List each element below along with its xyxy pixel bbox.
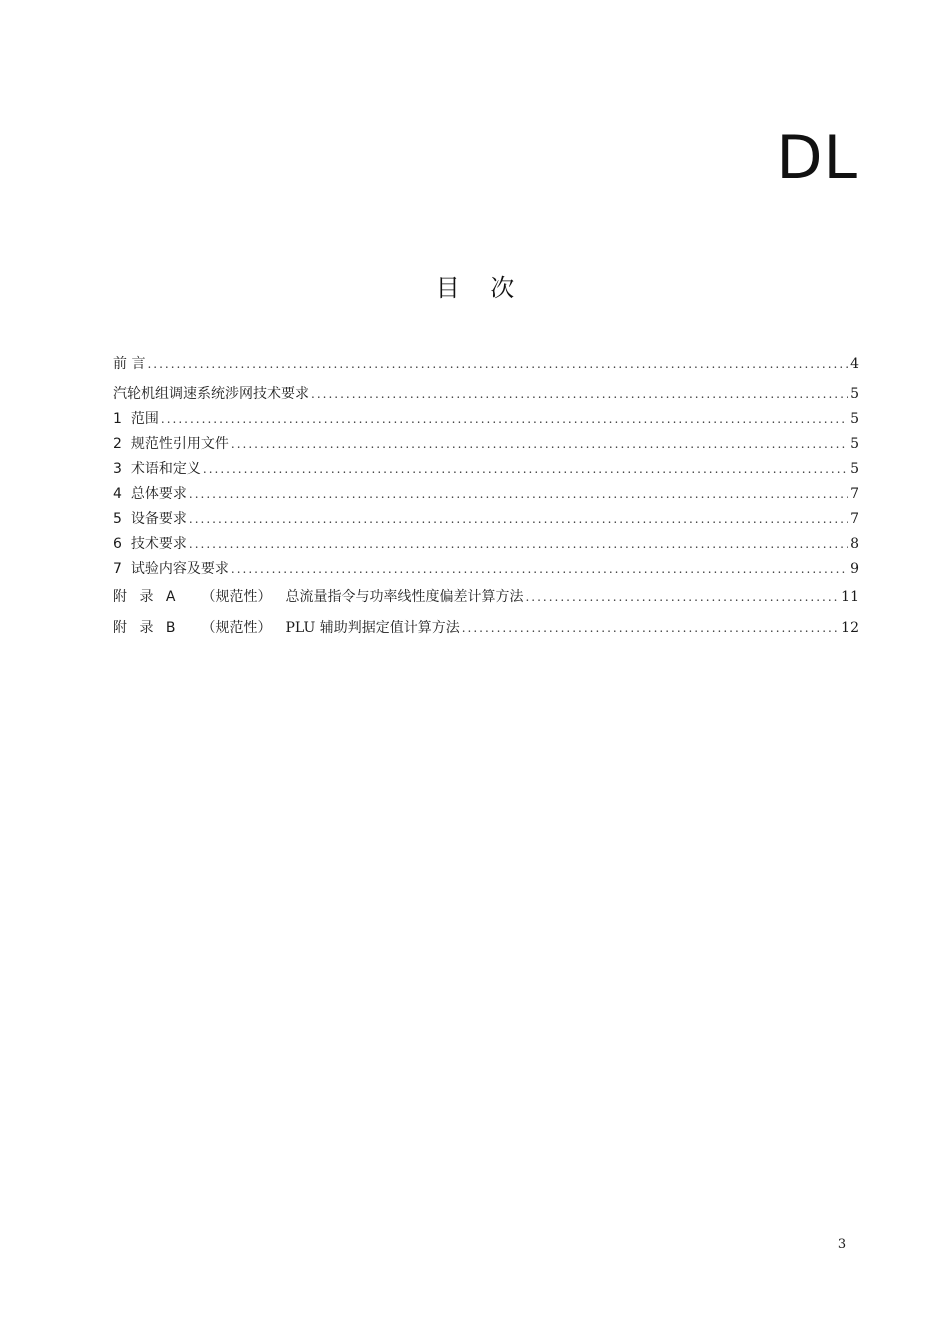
toc-entry-label: 设备要求 (130, 511, 187, 527)
toc-entry-number: 5 (113, 511, 122, 527)
toc-entry-page: 5 (850, 436, 859, 452)
toc-entry-page: 7 (850, 486, 859, 502)
toc-entry-page: 5 (850, 461, 859, 477)
toc-appendix-prefix: 附 录 A (113, 589, 180, 605)
toc-title: 目 次 (435, 274, 515, 302)
toc-entry-page: 7 (850, 511, 859, 527)
toc-entry-label: 范围 (130, 411, 159, 427)
toc-entry-page: 5 (850, 411, 859, 427)
toc-entry-page: 8 (850, 536, 859, 552)
toc-entry-page: 9 (850, 561, 859, 577)
toc-entry-page: 5 (850, 386, 859, 402)
toc-entry-label: 术语和定义 (130, 461, 201, 477)
toc-entry-number: 1 (113, 411, 122, 427)
toc-entry-number: 2 (113, 436, 122, 452)
toc-leader-dots (311, 382, 848, 407)
toc-entry-label: 汽轮机组调速系统涉网技术要求 (113, 386, 309, 402)
toc-entry-terms-definitions[interactable] (113, 457, 859, 482)
toc-entry-foreword[interactable] (113, 352, 859, 377)
toc-entry-label: 试验内容及要求 (130, 561, 229, 577)
toc-entry-test-content[interactable] (113, 557, 859, 582)
toc-appendix-type: （规范性） (201, 620, 272, 636)
toc-entry-number: 6 (113, 536, 122, 552)
toc-entry-page: 12 (841, 620, 859, 636)
toc-entry-main-title[interactable] (113, 382, 859, 407)
toc-entry-equipment-requirements[interactable] (113, 507, 859, 532)
toc-entry-appendix-b[interactable] (113, 613, 859, 644)
toc-leader-dots (203, 457, 848, 482)
toc-entry-page: 11 (841, 589, 859, 605)
toc-leader-dots (231, 432, 848, 457)
toc-leader-dots (189, 532, 848, 557)
toc-leader-dots (189, 482, 848, 507)
toc-entry-scope[interactable] (113, 407, 859, 432)
page-number: 3 (837, 1237, 847, 1252)
toc-appendix-prefix: 附 录 B (113, 620, 180, 636)
toc-entry-number: 4 (113, 486, 122, 502)
toc-entry-label: 技术要求 (130, 536, 187, 552)
toc-appendix-type: （规范性） (201, 589, 272, 605)
toc-leader-dots (161, 407, 848, 432)
toc-entry-label: 总体要求 (130, 486, 187, 502)
toc-entry-general-requirements[interactable] (113, 482, 859, 507)
toc-leader-dots (147, 352, 848, 377)
toc-entry-label: 前 言 (113, 356, 146, 372)
toc-leader-dots (231, 557, 848, 582)
toc-entry-page: 4 (850, 356, 859, 372)
toc-entry-number: 7 (113, 561, 122, 577)
toc-leader-dots (189, 507, 848, 532)
document-code: DL (776, 123, 858, 193)
toc-entry-label: 规范性引用文件 (130, 436, 229, 452)
table-of-contents (113, 352, 859, 644)
toc-entry-technical-requirements[interactable] (113, 532, 859, 557)
toc-entry-number: 3 (113, 461, 122, 477)
toc-entry-label: PLU 辅助判据定值计算方法 (285, 620, 460, 636)
toc-leader-dots (462, 613, 839, 644)
toc-entry-label: 总流量指令与功率线性度偏差计算方法 (285, 589, 524, 605)
toc-entry-appendix-a[interactable] (113, 582, 859, 613)
toc-entry-normative-references[interactable] (113, 432, 859, 457)
toc-leader-dots (525, 582, 839, 613)
